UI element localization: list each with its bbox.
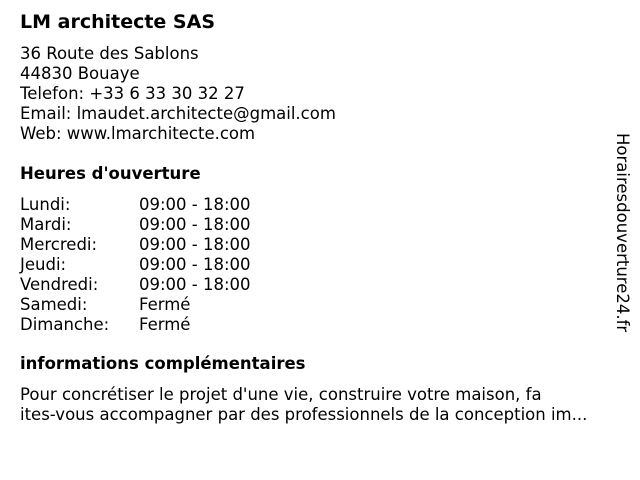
day-label: Dimanche: — [20, 315, 110, 334]
hours-value: Fermé — [139, 295, 191, 314]
hours-row-sunday — [20, 315, 251, 335]
day-label: Mardi: — [20, 215, 72, 234]
description-line: Pour concrétiser le projet d'une vie, construire votre maison, fa — [20, 385, 542, 404]
site-watermark: Horairesdouverture24.fr — [613, 133, 632, 333]
day-label: Vendredi: — [20, 275, 99, 294]
day-label: Mercredi: — [20, 235, 98, 254]
day-label: Lundi: — [20, 195, 71, 214]
hours-value: 09:00 - 18:00 — [139, 215, 251, 234]
hours-row-tuesday — [20, 215, 251, 235]
hours-value: 09:00 - 18:00 — [139, 195, 251, 214]
day-label: Samedi: — [20, 295, 88, 314]
hours-value: Fermé — [139, 315, 191, 334]
hours-value: 09:00 - 18:00 — [139, 235, 251, 254]
street-address: 36 Route des Sablons — [20, 44, 199, 63]
hours-row-saturday — [20, 295, 251, 315]
website-address: Web: www.lmarchitecte.com — [20, 124, 256, 143]
opening-hours-heading: Heures d'ouverture — [20, 164, 201, 183]
business-name: LM architecte SAS — [20, 11, 216, 33]
day-label: Jeudi: — [20, 255, 67, 274]
hours-row-thursday — [20, 255, 251, 275]
email-address: Email: lmaudet.architecte@gmail.com — [20, 104, 336, 123]
business-description — [20, 385, 620, 425]
contact-details — [20, 44, 336, 144]
hours-row-monday — [20, 195, 251, 215]
opening-hours-table — [20, 195, 251, 335]
phone-number: Telefon: +33 6 33 30 32 27 — [20, 84, 245, 103]
postal-city: 44830 Bouaye — [20, 64, 140, 83]
hours-value: 09:00 - 18:00 — [139, 255, 251, 274]
hours-row-friday — [20, 275, 251, 295]
hours-row-wednesday — [20, 235, 251, 255]
description-line: ites-vous accompagner par des professionnels de la conception im... — [20, 405, 588, 424]
additional-info-heading: informations complémentaires — [20, 354, 306, 373]
hours-value: 09:00 - 18:00 — [139, 275, 251, 294]
